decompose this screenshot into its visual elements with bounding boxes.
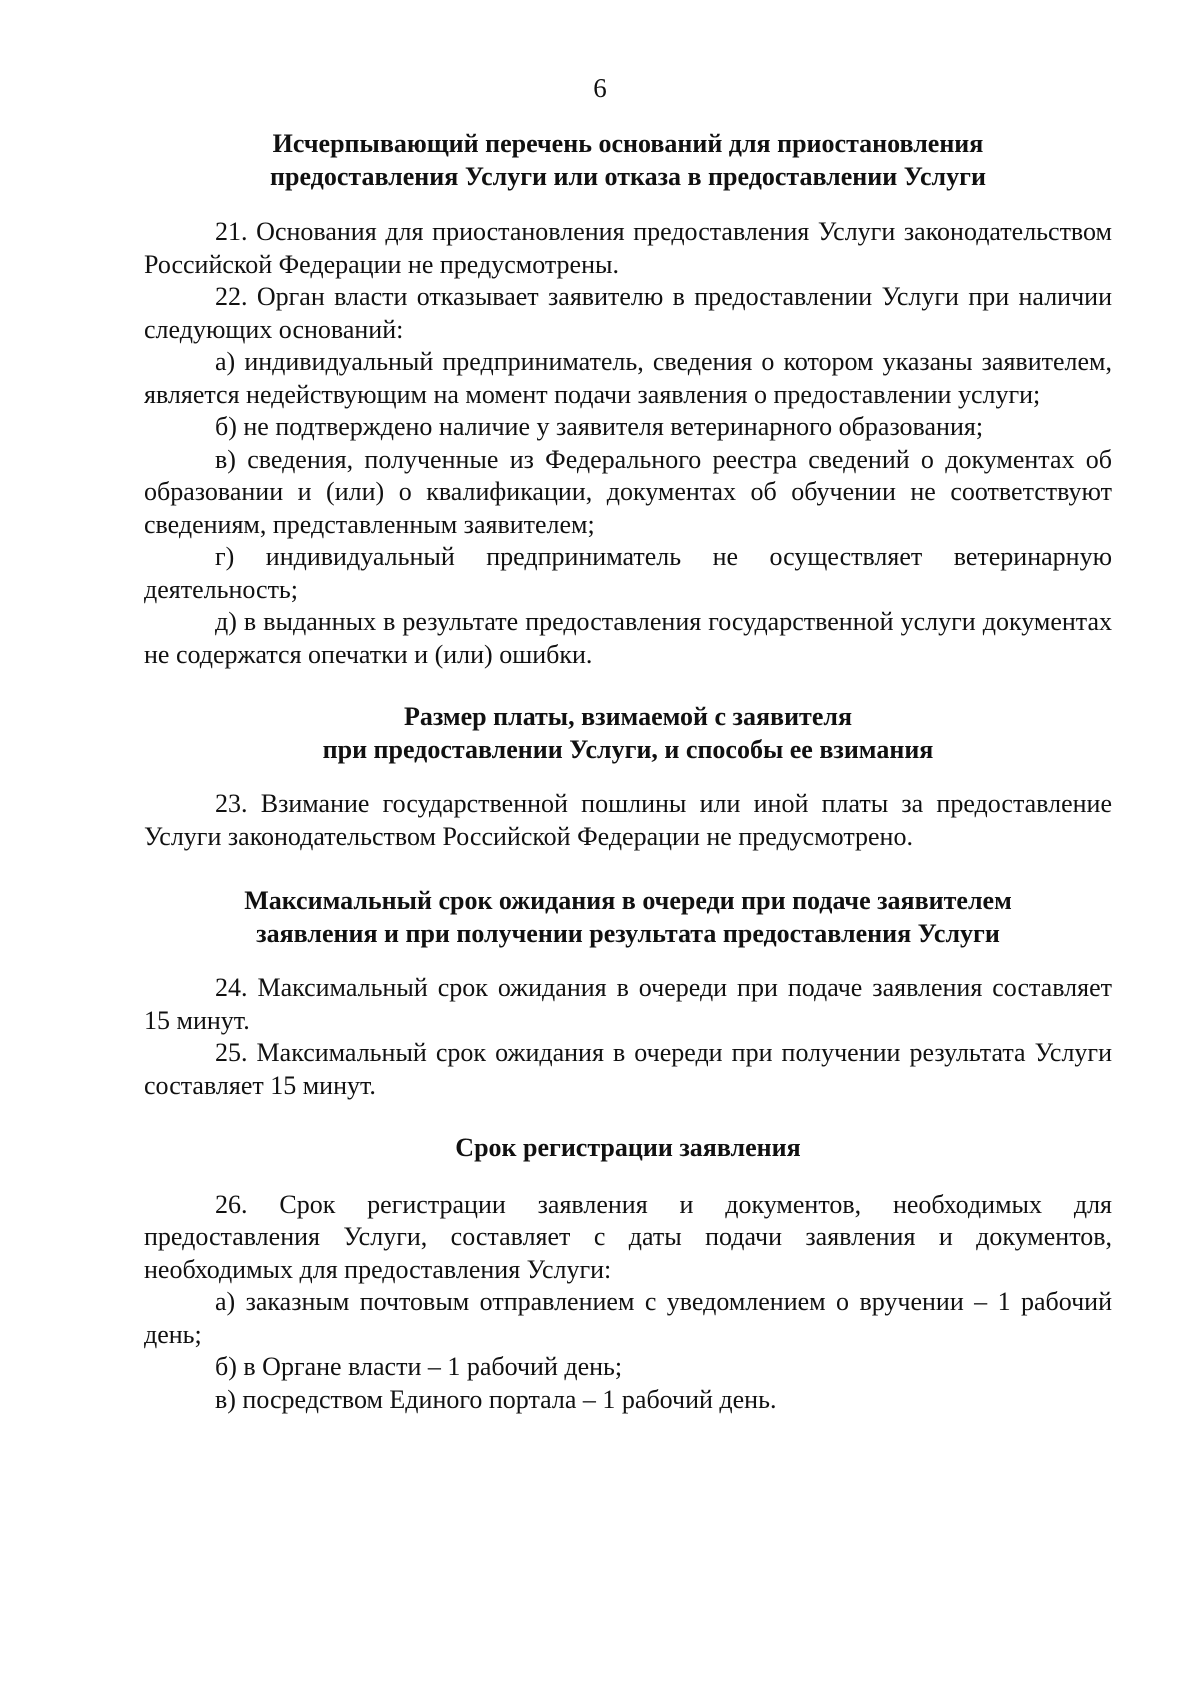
list-item-b: б) не подтверждено наличие у заявителя ветеринарного образования; [215, 412, 984, 441]
paragraph-24: 24. Максимальный срок ожидания в очереди при подаче заявления составляет 15 минут. [144, 973, 1112, 1035]
list-item-a: а) заказным почтовым отправлением с уведомлением о вручении – 1 рабочий день; [144, 1287, 1112, 1349]
heading-line: Срок регистрации заявления [455, 1133, 801, 1162]
page-number: 6 [593, 73, 607, 103]
list-item-a: а) индивидуальный предприниматель, сведения о котором указаны заявителем, является недействующим на момент подачи заявления о предоставлении услуги; [144, 347, 1112, 409]
paragraph-23: 23. Взимание государственной пошлины или иной платы за предоставление Услуги законодательством Российской Федерации не предусмотрено. [144, 789, 1112, 851]
heading-line: заявления и при получении результата предоставления Услуги [256, 918, 1000, 948]
paragraph-22: 22. Орган власти отказывает заявителю в предоставлении Услуги при наличии следующих оснований: [144, 282, 1112, 344]
heading-line: предоставления Услуги или отказа в предоставлении Услуги [270, 161, 986, 191]
heading-line: при предоставлении Услуги, и способы ее взимания [322, 734, 934, 764]
paragraph-21: 21. Основания для приостановления предоставления Услуги законодательством Российской Федерации не предусмотрены. [144, 217, 1112, 279]
heading-line: Исчерпывающий перечень оснований для приостановления [272, 129, 984, 158]
section-heading-registration-time [144, 1132, 1112, 1165]
section-heading-queue-time [144, 885, 1112, 950]
section-heading-fee [144, 701, 1112, 766]
paragraph-26: 26. Срок регистрации заявления и документов, необходимых для предоставления Услуги, составляет с даты подачи заявления и документов, необходимых для предоставления Услуги: [144, 1189, 1112, 1284]
list-item-v: в) сведения, полученные из Федерального реестра сведений о документах об образовании и (или) о квалификации, документах об обучении не соответствуют сведениям, представленным заявителем; [144, 444, 1112, 539]
list-item-d: д) в выданных в результате предоставления государственной услуги документах не содержатся опечатки и (или) ошибки. [144, 607, 1112, 669]
list-item-v: в) посредством Единого портала – 1 рабочий день. [215, 1384, 777, 1414]
section-body [144, 216, 1112, 671]
section-body [144, 972, 1112, 1102]
section-body [144, 788, 1112, 853]
list-item-b: б) в Органе власти – 1 рабочий день; [215, 1352, 623, 1381]
paragraph-25: 25. Максимальный срок ожидания в очереди при получении результата Услуги составляет 15 минут. [144, 1038, 1112, 1100]
document-body [144, 128, 1112, 1416]
list-item-g: г) индивидуальный предприниматель не осуществляет ветеринарную деятельность; [144, 542, 1112, 604]
heading-line: Максимальный срок ожидания в очереди при подаче заявителем [244, 886, 1012, 915]
heading-line: Размер платы, взимаемой с заявителя [403, 702, 853, 731]
section-body [144, 1189, 1112, 1417]
section-heading-grounds-for-refusal [144, 128, 1112, 193]
